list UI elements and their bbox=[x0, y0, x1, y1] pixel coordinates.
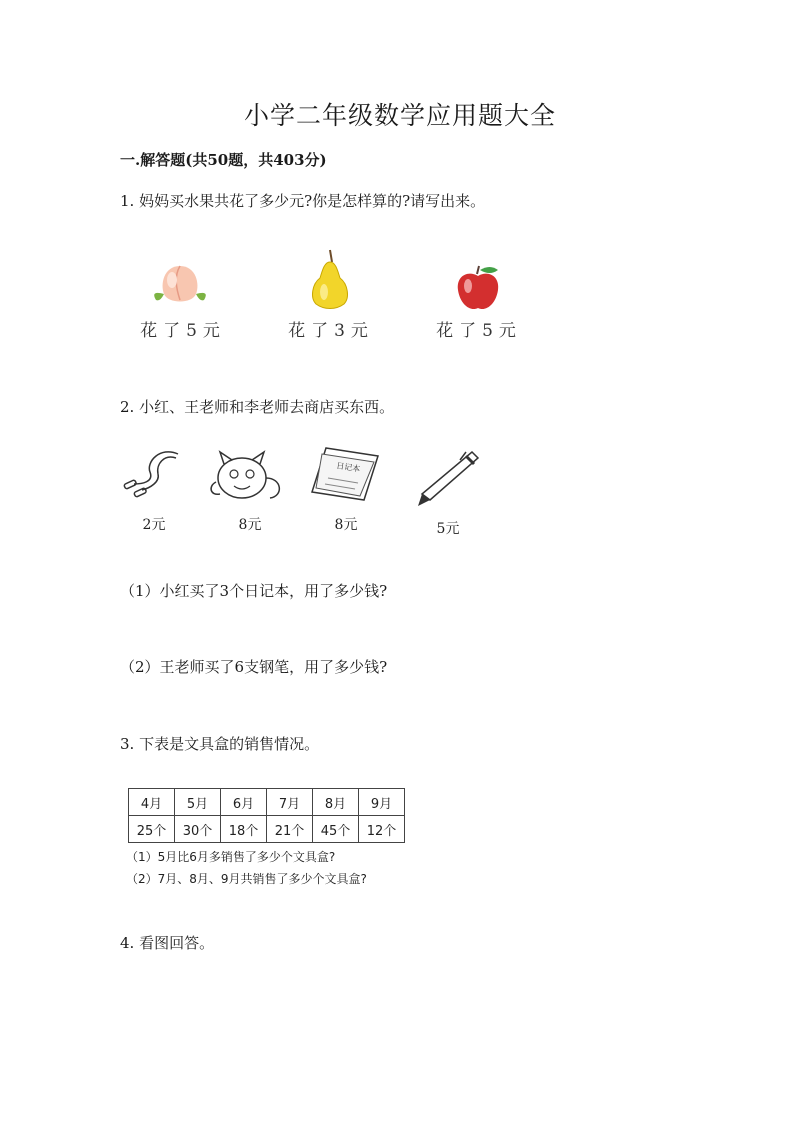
question-1-text: 1. 妈妈买水果共花了多少元?你是怎样算的?请写出来。 bbox=[120, 192, 486, 210]
pen-icon bbox=[416, 448, 480, 508]
question-4-text: 4. 看图回答。 bbox=[120, 934, 215, 952]
month-cell: 6月 bbox=[221, 789, 267, 816]
count-cell: 25个 bbox=[129, 816, 175, 843]
page-title: 小学二年级数学应用题大全 bbox=[243, 101, 556, 130]
peach-price: 花了5元 bbox=[140, 321, 226, 341]
count-row bbox=[129, 816, 405, 843]
question-2-sub-2: （2）王老师买了6支钢笔，用了多少钱? bbox=[120, 658, 388, 676]
backpack-price: 8元 bbox=[238, 517, 262, 533]
question-3-sub-2: （2）7月、8月、9月共销售了多少个文具盒? bbox=[126, 872, 367, 886]
month-cell: 9月 bbox=[359, 789, 405, 816]
question-3-text: 3. 下表是文具盒的销售情况。 bbox=[120, 735, 320, 753]
diary-notebook-price: 8元 bbox=[334, 517, 358, 533]
pen-price: 5元 bbox=[436, 521, 460, 537]
diary-title-text: 日记本 bbox=[335, 461, 361, 474]
count-cell: 45个 bbox=[313, 816, 359, 843]
month-cell: 4月 bbox=[129, 789, 175, 816]
count-cell: 30个 bbox=[175, 816, 221, 843]
count-cell: 18个 bbox=[221, 816, 267, 843]
sales-table bbox=[128, 788, 405, 843]
month-row bbox=[129, 789, 405, 816]
peach-icon bbox=[150, 250, 210, 312]
question-3-sub-1: （1）5月比6月多销售了多少个文具盒? bbox=[126, 850, 336, 864]
diary-notebook-icon bbox=[308, 444, 382, 502]
jump-rope-icon bbox=[120, 448, 184, 500]
section-heading: 一.解答题(共50题，共403分) bbox=[120, 151, 327, 169]
count-cell: 21个 bbox=[267, 816, 313, 843]
pear-price: 花了3元 bbox=[288, 321, 374, 341]
pear-icon bbox=[302, 248, 358, 312]
month-cell: 5月 bbox=[175, 789, 221, 816]
count-cell: 12个 bbox=[359, 816, 405, 843]
apple-price: 花了5元 bbox=[436, 321, 522, 341]
question-2-text: 2. 小红、王老师和李老师去商店买东西。 bbox=[120, 398, 395, 416]
question-2-sub-1: （1）小红买了3个日记本，用了多少钱? bbox=[120, 582, 388, 600]
month-cell: 8月 bbox=[313, 789, 359, 816]
jump-rope-price: 2元 bbox=[142, 517, 166, 533]
backpack-icon bbox=[208, 448, 288, 504]
apple-icon bbox=[450, 264, 506, 312]
month-cell: 7月 bbox=[267, 789, 313, 816]
